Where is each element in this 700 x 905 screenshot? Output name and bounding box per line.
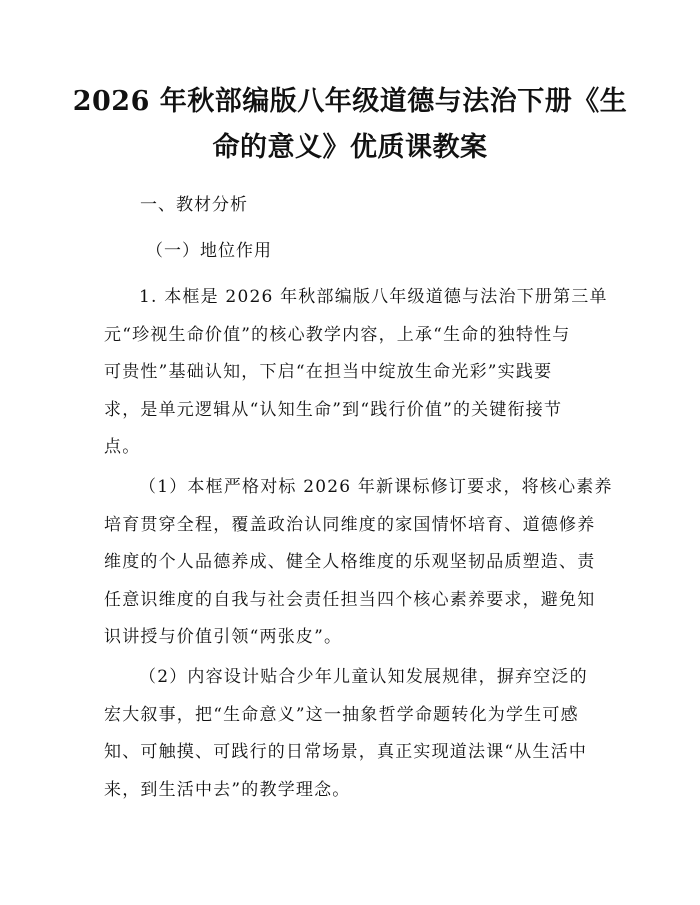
paragraph-2-line: 维度的个人品德养成、健全人格维度的乐观坚韧品质塑造、责 — [104, 552, 596, 572]
paragraph-3-line: 知、可触摸、可践行的日常场景，真正实现道法课“从生活中 — [104, 742, 588, 762]
paragraph-1-line: 求，是单元逻辑从“认知生命”到“践行价值”的关键衔接节 — [104, 399, 563, 420]
subsection-heading-position-role: （一）地位作用 — [146, 241, 272, 261]
paragraph-3-line: （2）内容设计贴合少年儿童认知发展规律，摒弃空泛的 — [139, 667, 588, 687]
paragraph-2-line: 识讲授与价值引领“两张皮”。 — [104, 627, 343, 647]
paragraph-2-line: 培育贯穿全程，覆盖政治认同维度的家国情怀培育、道德修养 — [104, 514, 596, 535]
document-title-line-1: 2026 年秋部编版八年级道德与法治下册《生 — [72, 86, 628, 117]
section-heading-textbook-analysis: 一、教材分析 — [140, 195, 248, 215]
paragraph-1-line: 点。 — [104, 437, 141, 457]
paragraph-2-line: 任意识维度的自我与社会责任担当四个核心素养要求，避免知 — [104, 589, 596, 610]
paragraph-1-line: 可贵性”基础认知，下启“在担当中绽放生命光彩”实践要 — [104, 362, 553, 382]
paragraph-1 — [104, 279, 608, 467]
paragraph-2-line: （1）本框严格对标 2026 年新课标修订要求，将核心素养 — [139, 477, 613, 497]
paragraph-2 — [104, 469, 613, 657]
paragraph-3-line: 来，到生活中去”的教学理念。 — [104, 779, 351, 800]
paragraph-3-line: 宏大叙事，把“生命意义”这一抽象哲学命题转化为学生可感 — [104, 704, 579, 725]
document-title-line-2: 命的意义》优质课教案 — [212, 132, 488, 163]
paragraph-3 — [104, 659, 604, 809]
paragraph-1-line: 1. 本框是 2026 年秋部编版八年级道德与法治下册第三单 — [139, 287, 608, 307]
paragraph-1-line: 元“珍视生命价值”的核心教学内容，上承“生命的独特性与 — [104, 324, 571, 345]
